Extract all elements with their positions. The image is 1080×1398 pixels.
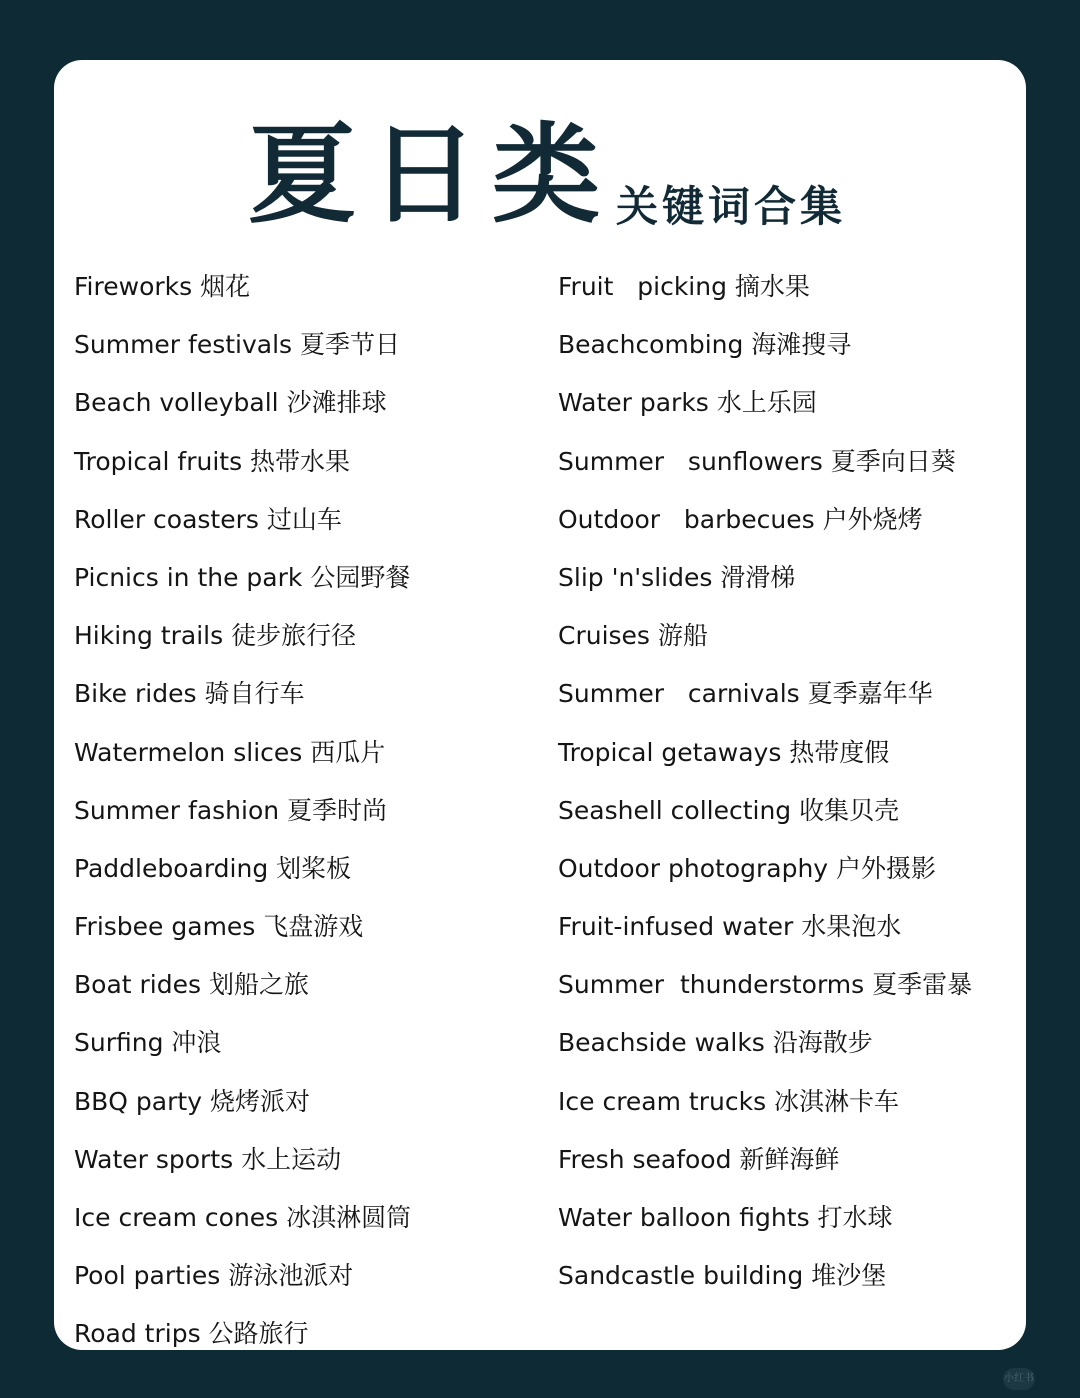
keyword-item: Fruit-infused water 水果泡水 xyxy=(558,912,902,942)
keyword-item: Summer sunflowers 夏季向日葵 xyxy=(558,446,956,476)
keyword-item: Fireworks 烟花 xyxy=(74,272,251,301)
keyword-item: Road trips 公路旅行 xyxy=(74,1319,309,1349)
keyword-item: Frisbee games 飞盘游戏 xyxy=(74,912,364,942)
keyword-item: Summer carnivals 夏季嘉年华 xyxy=(558,679,933,709)
keyword-item: Fruit picking 摘水果 xyxy=(558,272,810,301)
keyword-item: Cruises 游船 xyxy=(558,621,708,651)
page-title xyxy=(248,110,847,238)
keyword-item: Boat rides 划船之旅 xyxy=(74,970,309,1000)
title-sub: 关键词合集 xyxy=(616,182,847,231)
keyword-item: Summer festivals 夏季节日 xyxy=(74,330,401,360)
keyword-item: Water balloon fights 打水球 xyxy=(558,1203,893,1232)
keyword-item: Tropical fruits 热带水果 xyxy=(74,446,351,476)
keyword-item: Outdoor photography 户外摄影 xyxy=(558,853,937,883)
left-keyword-list xyxy=(74,258,411,1350)
keyword-item: Water parks 水上乐园 xyxy=(558,388,817,418)
keyword-item: Seashell collecting 收集贝壳 xyxy=(558,795,900,825)
keyword-item: Pool parties 游泳池派对 xyxy=(74,1261,354,1291)
keyword-item: Outdoor barbecues 户外烧烤 xyxy=(558,504,923,534)
keyword-item: Tropical getaways 热带度假 xyxy=(558,737,890,767)
keyword-item: Bike rides 骑自行车 xyxy=(74,679,305,709)
right-keyword-list xyxy=(558,258,972,1305)
keyword-item: Beachcombing 海滩搜寻 xyxy=(558,330,852,360)
keyword-item: Sandcastle building 堆沙堡 xyxy=(558,1261,887,1291)
keyword-item: Hiking trails 徒步旅行径 xyxy=(74,621,357,651)
keyword-item: BBQ party 烧烤派对 xyxy=(74,1086,310,1116)
keyword-item: Ice cream trucks 冰淇淋卡车 xyxy=(558,1086,900,1116)
keyword-item: Slip 'n'slides 滑滑梯 xyxy=(558,562,796,592)
keyword-item: Roller coasters 过山车 xyxy=(74,504,342,534)
keyword-item: Beachside walks 沿海散步 xyxy=(558,1028,873,1058)
keyword-item: Surfing 冲浪 xyxy=(74,1028,222,1058)
keyword-item: Summer thunderstorms 夏季雷暴 xyxy=(558,970,973,1000)
keyword-item: Watermelon slices 西瓜片 xyxy=(74,737,386,767)
keyword-item: Beach volleyball 沙滩排球 xyxy=(74,388,387,418)
watermark-logo: 小红书 xyxy=(1003,1368,1035,1390)
keyword-item: Water sports 水上运动 xyxy=(74,1144,342,1174)
keyword-item: Fresh seafood 新鲜海鲜 xyxy=(558,1144,840,1174)
title-main: 夏日类 xyxy=(248,113,615,238)
keyword-item: Summer fashion 夏季时尚 xyxy=(74,795,388,825)
keyword-item: Picnics in the park 公园野餐 xyxy=(74,562,411,592)
keyword-item: Paddleboarding 划桨板 xyxy=(74,853,352,883)
keyword-item: Ice cream cones 冰淇淋圆筒 xyxy=(74,1203,412,1232)
keyword-card xyxy=(54,60,1026,1350)
